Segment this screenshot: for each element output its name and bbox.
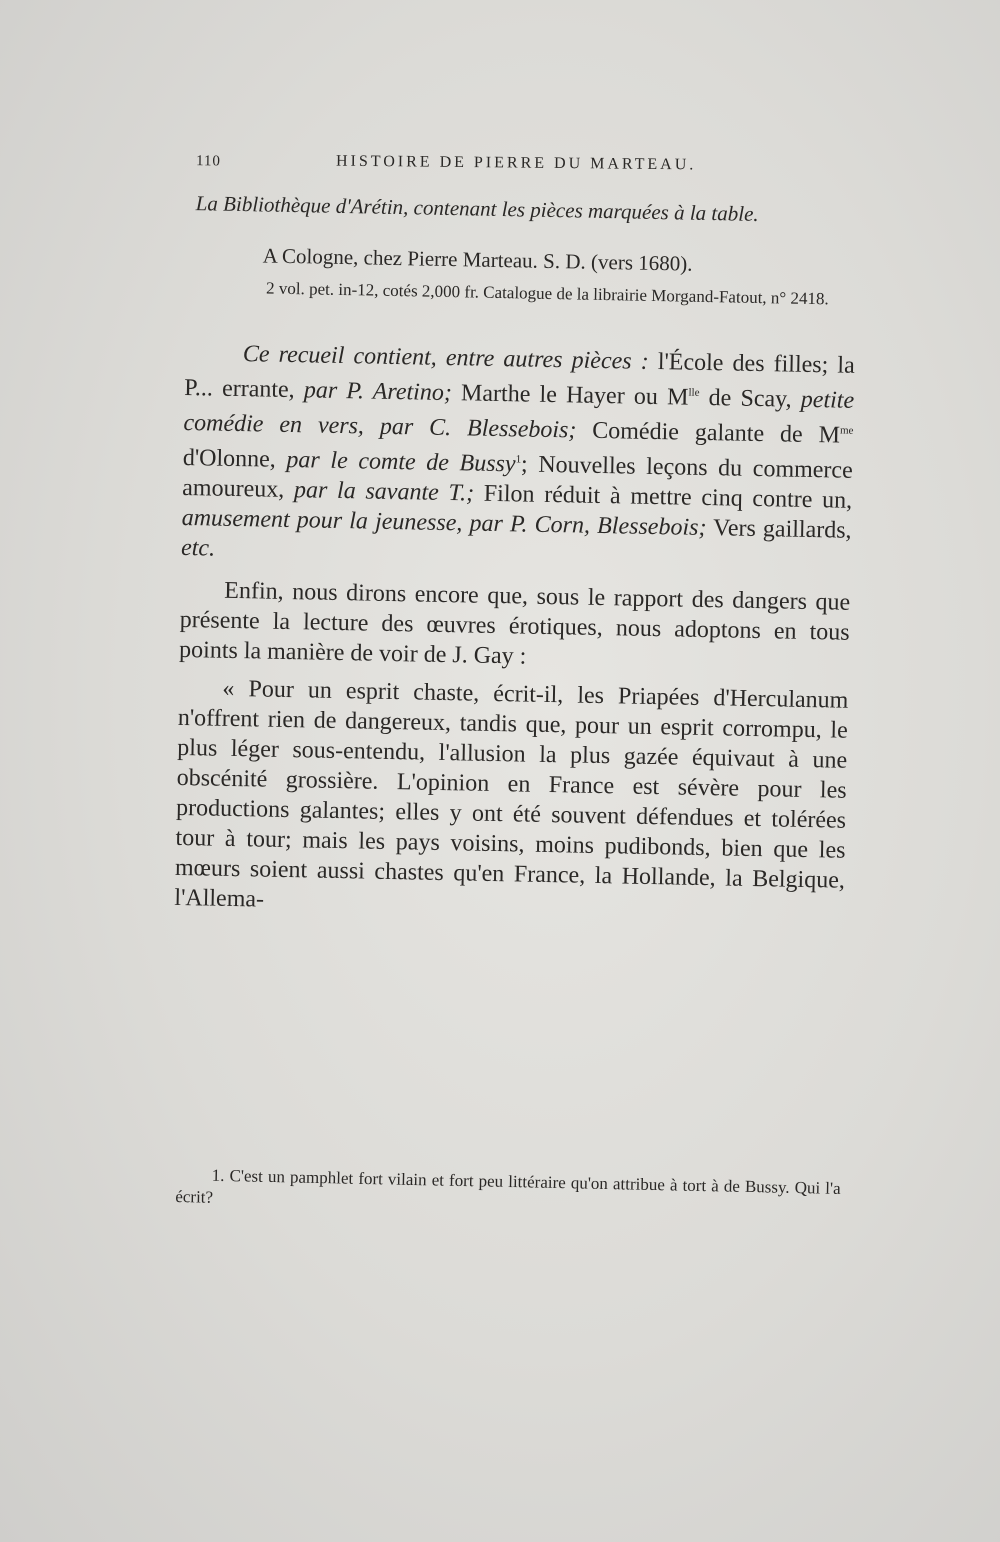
p1-sup-me: me (839, 424, 854, 437)
paragraph-quotation: « Pour un esprit chaste, écrit-il, les Priapées d'Herculanum n'offrent rien de dangereux, tandis que, pour un esprit corrompu, le plus léger sous-entendu, l'allusion la plus gazée équivaut à une obscénité grossière. L'opinion en France est sévère pour les productions galantes; elles y ont été souvent défendues et tolérées tour à tour; mais les pays voisins, moins pudibonds, bien que les mœurs soient aussi chastes qu'en France, la Hollande, la Belgique, l'Allema- (174, 675, 849, 913)
p1-span-5: de Scay, (699, 384, 802, 413)
p1-span-1: Ce recueil contient, entre autres pièces : (242, 341, 649, 375)
p1-span-9: par le comte de Bussy (286, 446, 516, 478)
p1-span-15: etc. (180, 534, 216, 562)
bibliographic-entry-imprint: A Cologne, chez Pierre Marteau. S. D. (vers 1680). (262, 243, 693, 276)
p1-span-13: amusement pour la jeunesse, par P. Corn, Blessebois; (181, 504, 707, 542)
p1-span-14: Vers gaillards, (706, 515, 852, 544)
p1-span-6: petite comédie en vers, par C. Blessebois; (183, 386, 855, 444)
p1-sup-lle: lle (688, 386, 700, 399)
bibliographic-entry-title: La Bibliothèque d'Arétin, contenant les pièces marquées à la table. (195, 191, 759, 226)
p1-span-10: ; Nouvelles leçons du commerce amoureux, (182, 451, 853, 504)
p1-span-8: d'Olonne, (182, 444, 287, 473)
p1-span-3: par P. Aretino; (303, 377, 453, 407)
footnote-text: 1. C'est un pamphlet fort vilain et fort peu littéraire qu'on attribue à tort à de Bussy. Qui l'a écrit? (175, 1165, 841, 1207)
p1-span-7: Comédie galante de M (576, 417, 841, 449)
p1-span-4: Marthe le Hayer ou M (451, 380, 689, 411)
page-number: 110 (195, 153, 222, 170)
p1-span-12: Filon réduit à mettre cinq contre un, (473, 480, 853, 514)
footnote-reference: 1 (515, 453, 522, 466)
page-header (196, 147, 736, 183)
running-title: HISTOIRE DE PIERRE DU MARTEAU. (335, 152, 697, 174)
p1-span-2: l'École des filles; la P... errante, (183, 348, 855, 404)
paragraph-enfin: Enfin, nous dirons encore que, sous le rapport des dangers que présente la lecture des œuvres érotiques, nous adoptons en tous points la manière de voir de J. Gay : (178, 577, 851, 670)
bibliographic-entry-note: 2 vol. pet. in-12, cotés 2,000 fr. Catalogue de la librairie Morgand-Fatout, n° 2418. (265, 278, 829, 309)
page-body (174, 190, 858, 926)
paragraph-contents (181, 338, 855, 576)
p1-span-11: par la savante T.; (293, 477, 475, 507)
footnote (175, 1164, 841, 1222)
